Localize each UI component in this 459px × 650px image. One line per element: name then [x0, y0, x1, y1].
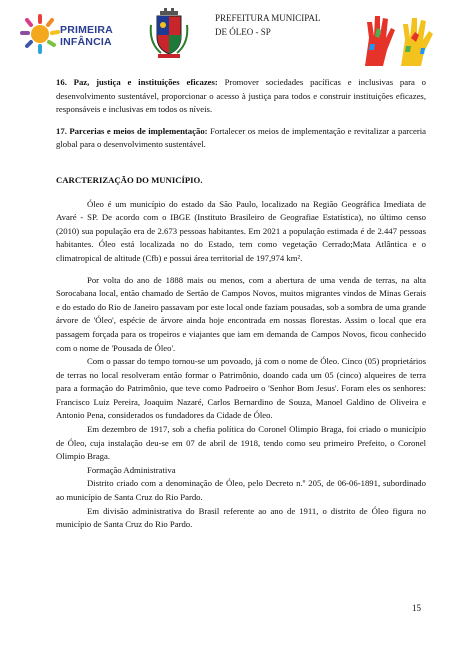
- paragraph-division: Em divisão administrativa do Brasil referente ao ano de 1911, o distrito de Óleo figura no município de Santa Cruz do Rio Pardo.: [56, 505, 426, 530]
- sdg-item-16-title: 16. Paz, justiça e instituições eficazes:: [56, 77, 218, 87]
- sdg-item-17: [56, 125, 426, 152]
- paragraph-patrimony: Com o passar do tempo tornou-se um povoado, já com o nome de Óleo. Cinco (05) proprietários de terras no local resolveram então formar o Patrimônio, doando cada um 05 (cinco) alqueires de terra para a formação do Patrimônio, que teve como Padroeiro o 'Senhor Bom Jesus'. Foram eles os senhores: Francisco Luiz Pereira, Joaquim Nazaré, Carlos Bernardino de Souza, Manoel Galdino de Oliveira e Antonio Pena, considerados os fundadores da Cidade de Óleo.: [56, 356, 426, 421]
- sdg-item-16: [56, 76, 426, 117]
- document-body: [56, 76, 426, 532]
- sdg-item-17-text: Fortalecer os meios de implementação e revitalizar a parceria global para o desenvolvimento sustentável.: [56, 125, 426, 150]
- logo-text-primeira: PRIMEIRA: [60, 24, 113, 36]
- sdg-item-16-text: Promover sociedades pacíficas e inclusivas para o desenvolvimento sustentável, proporcionar o acesso à justiça para todos e construir instituições eficazes, responsáveis e inclusivas em todos os níveis.: [56, 77, 426, 115]
- primeira-infancia-logo: [20, 10, 138, 58]
- paragraph-history: Por volta do ano de 1888 mais ou menos, com a abertura de uma venda de terras, na alta Sorocabana local, então chamado de Sertão de Campos Novos, muitos migrantes vindos de Minas Gerais e do estado do Rio de Janeiro passavam por este local onde faziam pousadas, sob a sombra de uma grande árvore de 'Óleo', espécie de árvore ainda hoje encontrada em nossas florestas. Assim o local que era passagem forçada para os tropeiros e viajantes que iam em demanda de Campos Novos, ficou conhecido com o nome de 'Pousada de Óleo'.: [56, 274, 426, 353]
- header-line-2: DE ÓLEO - SP: [215, 26, 271, 37]
- header-line-1: PREFEITURA MUNICIPAL: [215, 13, 321, 23]
- page-number: 15: [412, 603, 421, 613]
- paragraph-district: Distrito criado com a denominação de Óleo, pelo Decreto n.º 205, de 06-06-1891, subordinado ao município de Santa Cruz do Rio Pardo.: [56, 478, 426, 503]
- paragraph-intro: Óleo é um município do estado da São Paulo, localizado na Região Geográfica Imediata de Avaré - SP. De acordo com o IBGE (Instituto Brasileiro de Geografiae Estatística), no último censo (2010) sua população era de 2.673 pessoas habitantes. Em 2021 a população estimada é de 2.447 pessoas habitantes. Óleo está localizada no do Estado, tem como vegetação Cerrado;Mata Atlântica e o climatropical de altitude (Cfb) e possui área territorial de 197,974 km².: [56, 198, 426, 263]
- painted-hands-image: [361, 8, 441, 68]
- section-heading: CARCTERIZAÇÃO DO MUNICÍPIO.: [56, 174, 203, 185]
- municipal-crest-icon: [149, 7, 189, 59]
- paragraph-admin-heading: Formação Administrativa: [87, 464, 176, 475]
- paragraph-municipality: Em dezembro de 1917, sob a chefia política do Coronel Olimpio Braga, foi criado o município de Óleo, cuja instalação deu-se em 07 de abril de 1918, tendo como seu primeiro Prefeito, o Coronel Olimpio Braga.: [56, 424, 426, 462]
- sun-logo-icon: [20, 14, 60, 54]
- logo-text-infancia: INFÂNCIA: [60, 36, 112, 48]
- header-title: [215, 12, 320, 39]
- sdg-item-17-title: 17. Parcerias e meios de implementação:: [56, 125, 208, 136]
